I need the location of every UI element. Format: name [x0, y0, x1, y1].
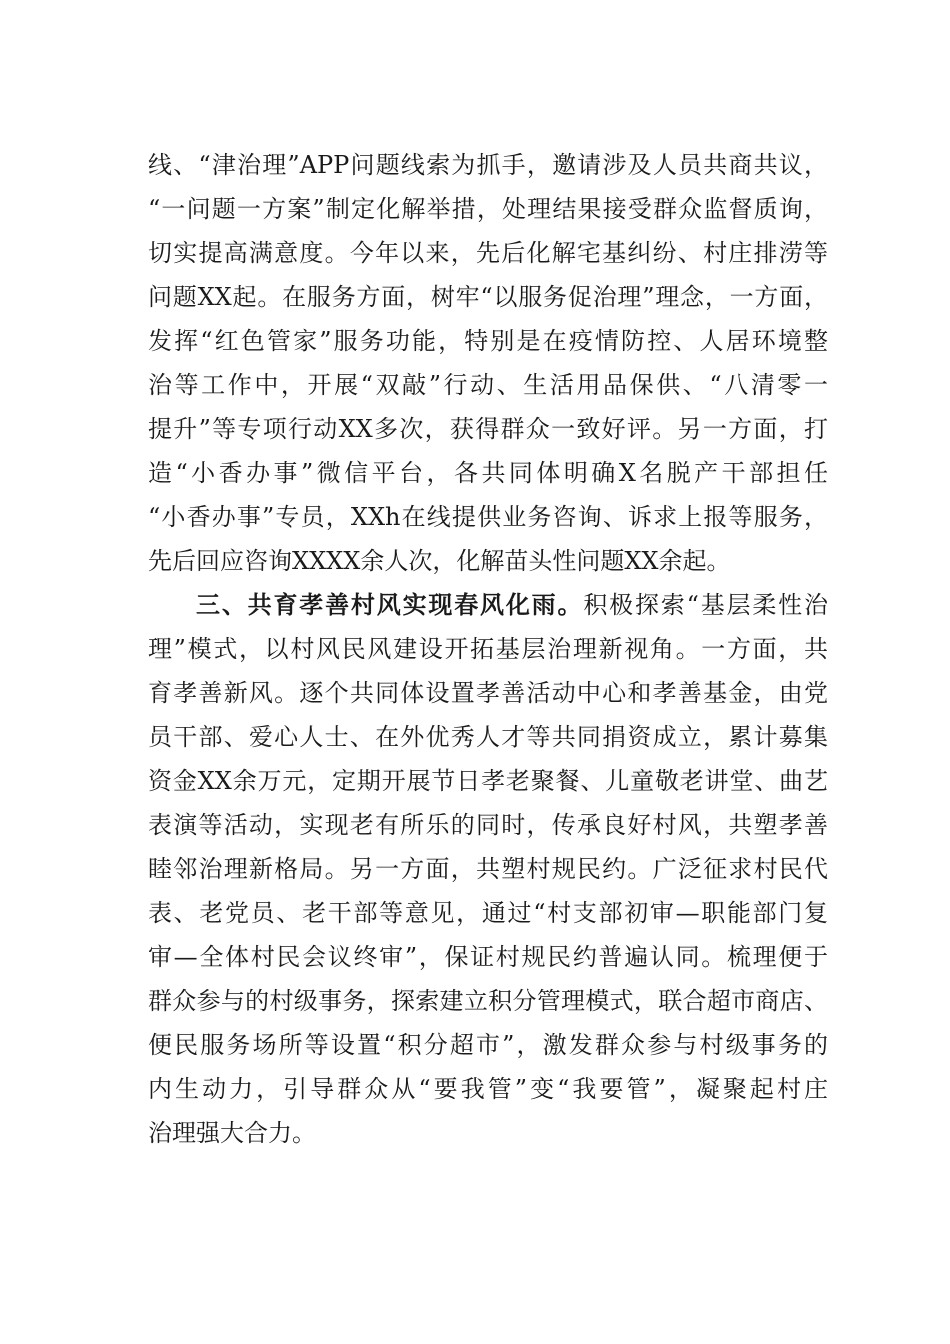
- text-line: 造“小香办事”微信平台，各共同体明确X名脱产干部担任: [148, 459, 828, 487]
- text-line: 治理强大合力。: [148, 1119, 316, 1147]
- text-line: “一问题一方案”制定化解举措，处理结果接受群众监督质询，: [148, 195, 828, 223]
- section-heading: 三、共育孝善村风实现春风化雨。: [196, 590, 584, 619]
- text-line: 发挥“红色管家”服务功能，特别是在疫情防控、人居环境整: [148, 327, 828, 355]
- text-line: 线、“津治理”APP问题线索为抓手，邀请涉及人员共商共议，: [148, 151, 828, 179]
- text-line: 便民服务场所等设置“积分超市”，激发群众参与村级事务的: [148, 1031, 828, 1059]
- text-line: 理”模式，以村风民风建设开拓基层治理新视角。一方面，共: [148, 635, 828, 663]
- text-line: 审—全体村民会议终审”，保证村规民约普遍认同。梳理便于: [148, 943, 828, 971]
- text-line: 员干部、爱心人士、在外优秀人才等共同捐资成立，累计募集: [148, 723, 828, 751]
- text-line: “小香办事”专员，XXh在线提供业务咨询、诉求上报等服务，: [148, 503, 828, 531]
- section-first-line-text: 积极探索“基层柔性治: [583, 591, 828, 619]
- text-line: 内生动力，引导群众从“要我管”变“我要管”，凝聚起村庄: [148, 1075, 828, 1103]
- text-line: 提升”等专项行动XX多次，获得群众一致好评。另一方面，打: [148, 415, 828, 443]
- text-line: 睦邻治理新格局。另一方面，共塑村规民约。广泛征求村民代: [148, 855, 828, 883]
- section-first-line: [196, 590, 828, 620]
- text-line: 育孝善新风。逐个共同体设置孝善活动中心和孝善基金，由党: [148, 679, 828, 707]
- text-line: 资金XX余万元，定期开展节日孝老聚餐、儿童敬老讲堂、曲艺: [148, 767, 828, 795]
- text-line: 先后回应咨询XXXX余人次，化解苗头性问题XX余起。: [148, 547, 731, 575]
- text-line: 问题XX起。在服务方面，树牢“以服务促治理”理念，一方面，: [148, 283, 828, 311]
- text-line: 表、老党员、老干部等意见，通过“村支部初审—职能部门复: [148, 899, 828, 927]
- text-line: 表演等活动，实现老有所乐的同时，传承良好村风，共塑孝善: [148, 811, 828, 839]
- text-line: 群众参与的村级事务，探索建立积分管理模式，联合超市商店、: [148, 987, 828, 1015]
- text-line: 切实提高满意度。今年以来，先后化解宅基纠纷、村庄排涝等: [148, 239, 828, 267]
- text-line: 治等工作中，开展“双敲”行动、生活用品保供、“八清零一: [148, 371, 828, 399]
